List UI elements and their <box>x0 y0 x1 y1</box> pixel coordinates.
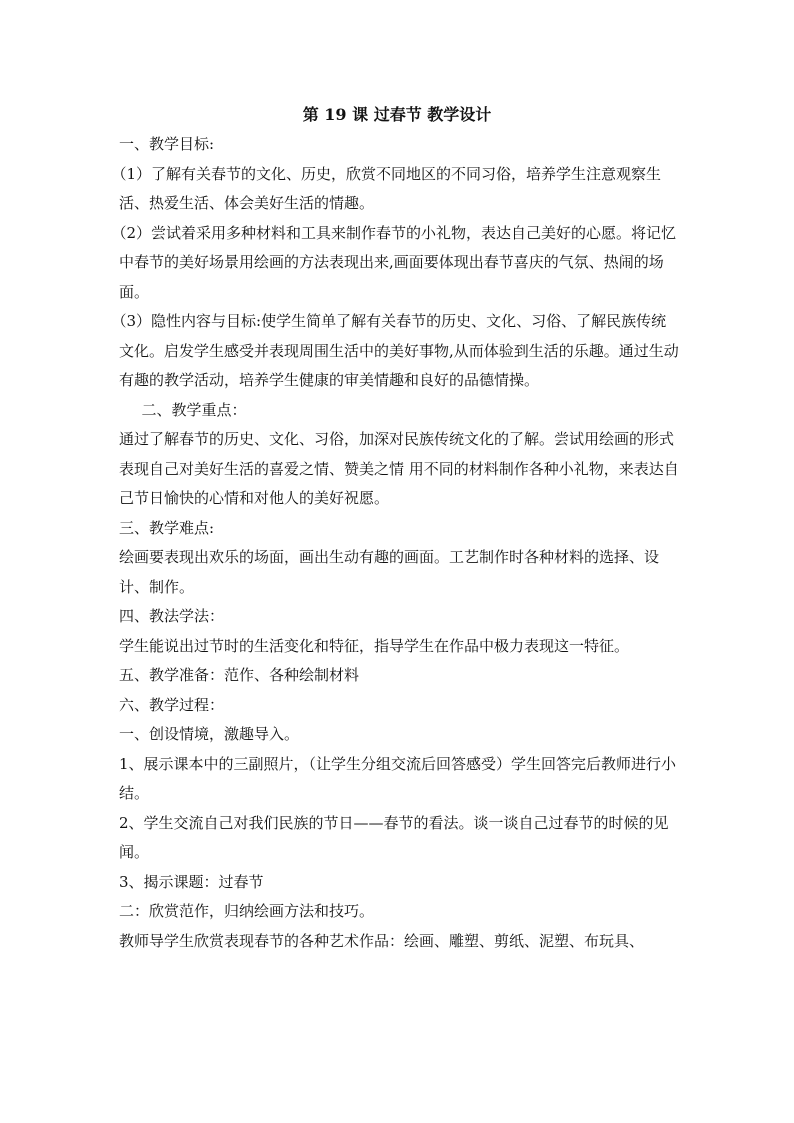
section-heading-key-points: 二、教学重点： <box>141 400 247 419</box>
process-step-2-heading: 二：欣赏范作，归纳绘画方法和技巧。 <box>119 902 375 920</box>
section-heading-difficulties: 三、教学难点: <box>119 518 215 537</box>
section-heading-objectives: 一、教学目标: <box>119 135 215 153</box>
process-step-1-item-2: 2、学生交流自己对我们民族的节日——春节的看法。谈一谈自己过春节的时候的见闻。 <box>119 813 669 861</box>
key-points-paragraph: 通过了解春节的历史、文化、习俗，加深对民族传统文化的了解。尝试用绘画的形式表现自己对美好生活的喜爱之情、赞美之情 用不同的材料制作各种小礼物，来表达自己节日愉快的心情和对他人的美好祝愿。 <box>119 430 679 507</box>
process-step-1-item-3: 3、揭示课题：过春节 <box>119 872 264 891</box>
methods-paragraph: 学生能说出过节时的生活变化和特征，指导学生在作品中极力表现这一特征。 <box>119 636 630 655</box>
difficulties-paragraph: 绘画要表现出欢乐的场面，画出生动有趣的画面。工艺制作时各种材料的选择、设计、制作。 <box>119 548 660 596</box>
section-heading-process: 六、教学过程： <box>119 695 225 714</box>
process-step-1-heading: 一、创设情境，激趣导入。 <box>119 725 300 743</box>
objective-2-paragraph: （2）尝试着采用多种材料和工具来制作春节的小礼物，表达自己美好的心愿。将记忆中春节的美好场景用绘画的方法表现出来,画面要体现出春节喜庆的气氛、热闹的场面。 <box>111 223 677 301</box>
objective-1-paragraph: （1）了解有关春节的文化、历史，欣赏不同地区的不同习俗，培养学生注意观察生活、热爱生活、体会美好生活的情趣。 <box>111 164 662 212</box>
document-body <box>111 130 679 956</box>
section-heading-preparation: 五、教学准备：范作、各种绘制材料 <box>119 666 360 684</box>
document-title: 第 19 课 过春节 教学设计 <box>302 105 492 124</box>
section-heading-methods: 四、教法学法： <box>119 607 225 625</box>
process-step-2-paragraph: 教师导学生欣赏表现春节的各种艺术作品：绘画、雕塑、剪纸、泥塑、布玩具、 <box>119 931 645 950</box>
objective-3-paragraph: （3）隐性内容与目标:使学生简单了解有关春节的历史、文化、习俗、了解民族传统文化。启发学生感受并表现周围生活中的美好事物,从而体验到生活的乐趣。通过生动有趣的教学活动，培养学生健康的审美情趣和良好的品德情操。 <box>111 312 679 389</box>
process-step-1-item-1: 1、展示课本中的三副照片，（让学生分组交流后回答感受）学生回答完后教师进行小结。 <box>119 754 677 802</box>
